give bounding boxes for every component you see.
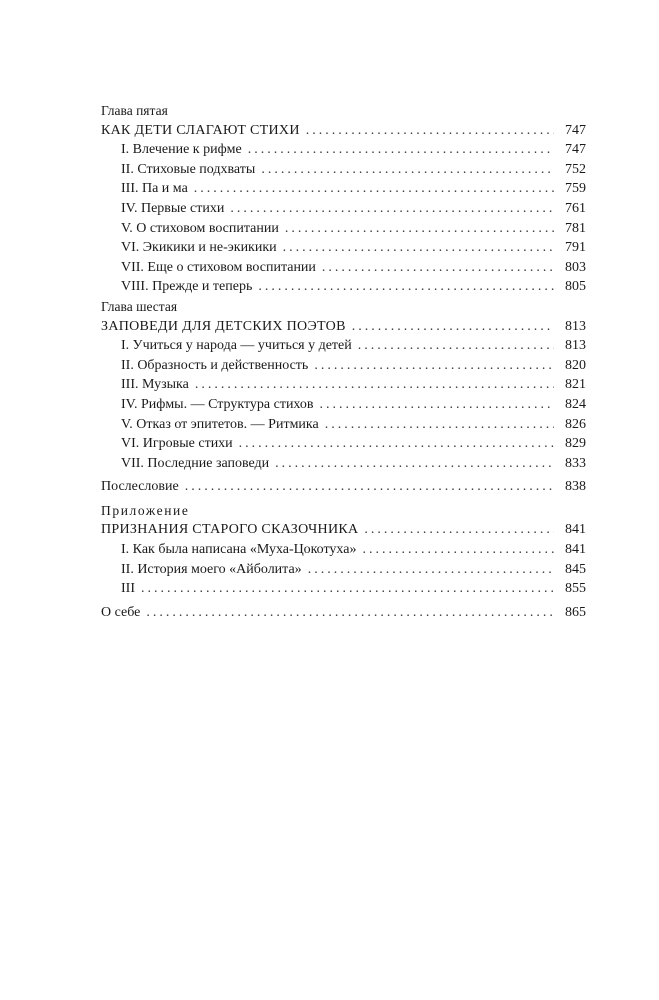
dot-leader (258, 277, 554, 297)
page-number: 821 (565, 377, 586, 393)
section-title: VII. Еще о стиховом воспитании (121, 259, 316, 275)
section-title: II. Образность и действенность (121, 357, 309, 373)
dot-leader (248, 140, 554, 160)
page-number: 813 (565, 318, 586, 334)
page-number: 826 (565, 416, 586, 432)
toc-entry[interactable] (101, 160, 586, 180)
page-number: 752 (565, 161, 586, 177)
toc-entry[interactable] (101, 336, 586, 356)
dot-leader (239, 434, 554, 454)
page-number: 841 (565, 542, 586, 558)
page-number: 829 (565, 436, 586, 452)
page-number: 803 (565, 259, 586, 275)
toc-entry-chapter-6[interactable] (101, 317, 586, 337)
page-number: 813 (565, 338, 586, 354)
toc-entry[interactable] (101, 454, 586, 474)
section-title: IV. Первые стихи (121, 200, 225, 216)
dot-leader (308, 560, 554, 580)
toc-entry[interactable] (101, 579, 586, 599)
section-title: I. Как была написана «Муха-Цокотуха» (121, 542, 357, 558)
chapter-6-label: Глава шестая (101, 298, 178, 314)
toc-entry[interactable] (101, 219, 586, 239)
toc-entry[interactable] (101, 238, 586, 258)
toc-entry[interactable] (101, 356, 586, 376)
page-number: 824 (565, 396, 586, 412)
page-number: 805 (565, 279, 586, 295)
dot-leader (195, 375, 554, 395)
dot-leader (306, 121, 554, 141)
toc-entry-chapter-5[interactable] (101, 121, 586, 141)
dot-leader (364, 520, 554, 540)
about-title: О себе (101, 604, 141, 620)
page-number: 747 (565, 142, 586, 158)
dot-leader (185, 477, 554, 497)
page-number: 820 (565, 357, 586, 373)
chapter-5-label: Глава пятая (101, 103, 168, 118)
section-title: I. Влечение к рифме (121, 142, 242, 158)
section-title: V. Отказ от эпитетов. — Ритмика (121, 416, 319, 432)
section-title: IV. Рифмы. — Структура стихов (121, 396, 314, 412)
dot-leader (146, 603, 554, 623)
section-title: VI. Экикики и не-экикики (121, 240, 277, 256)
dot-leader (362, 540, 554, 560)
appendix-label: Приложение (101, 502, 190, 518)
page-number: 855 (565, 581, 586, 597)
toc-entry[interactable] (101, 415, 586, 435)
table-of-contents (101, 101, 586, 622)
toc-entry[interactable] (101, 258, 586, 278)
dot-leader (314, 356, 554, 376)
page-number: 841 (565, 522, 586, 538)
dot-leader (275, 454, 554, 474)
section-title: III (121, 581, 135, 597)
page-number: 747 (565, 122, 586, 138)
page-number: 781 (565, 220, 586, 236)
section-title: III. Музыка (121, 377, 189, 393)
dot-leader (320, 395, 554, 415)
toc-entry-about[interactable] (101, 603, 586, 623)
toc-entry[interactable] (101, 540, 586, 560)
toc-entry[interactable] (101, 179, 586, 199)
section-title: VI. Игровые стихи (121, 436, 233, 452)
toc-entry[interactable] (101, 277, 586, 297)
page-number: 759 (565, 181, 586, 197)
dot-leader (352, 317, 554, 337)
page-number: 845 (565, 561, 586, 577)
dot-leader (283, 238, 554, 258)
dot-leader (358, 336, 554, 356)
toc-entry[interactable] (101, 560, 586, 580)
page-number: 761 (565, 200, 586, 216)
section-title: II. Стиховые подхваты (121, 161, 256, 177)
page-number: 791 (565, 240, 586, 256)
toc-entry[interactable] (101, 199, 586, 219)
dot-leader (322, 258, 554, 278)
afterword-title: Послесловие (101, 479, 179, 495)
section-title: I. Учиться у народа — учиться у детей (121, 338, 352, 354)
section-title: V. О стиховом воспитании (121, 220, 279, 236)
appendix-title: ПРИЗНАНИЯ СТАРОГО СКАЗОЧНИКА (101, 522, 359, 538)
toc-entry[interactable] (101, 140, 586, 160)
page-number: 833 (565, 455, 586, 471)
dot-leader (194, 179, 554, 199)
toc-entry-appendix[interactable] (101, 520, 586, 540)
dot-leader (261, 160, 554, 180)
section-title: VII. Последние заповеди (121, 455, 270, 471)
dot-leader (285, 219, 554, 239)
toc-entry[interactable] (101, 434, 586, 454)
dot-leader (325, 415, 554, 435)
section-title: VIII. Прежде и теперь (121, 279, 253, 295)
toc-entry[interactable] (101, 395, 586, 415)
section-title: II. История моего «Айболита» (121, 561, 302, 577)
section-title: III. Па и ма (121, 181, 188, 197)
page-number: 838 (565, 479, 586, 495)
toc-entry-afterword[interactable] (101, 477, 586, 497)
chapter-6-title: ЗАПОВЕДИ ДЛЯ ДЕТСКИХ ПОЭТОВ (101, 318, 346, 334)
page-number: 865 (565, 604, 586, 620)
toc-entry[interactable] (101, 375, 586, 395)
chapter-5-title: КАК ДЕТИ СЛАГАЮТ СТИХИ (101, 122, 300, 138)
dot-leader (141, 579, 554, 599)
dot-leader (230, 199, 554, 219)
